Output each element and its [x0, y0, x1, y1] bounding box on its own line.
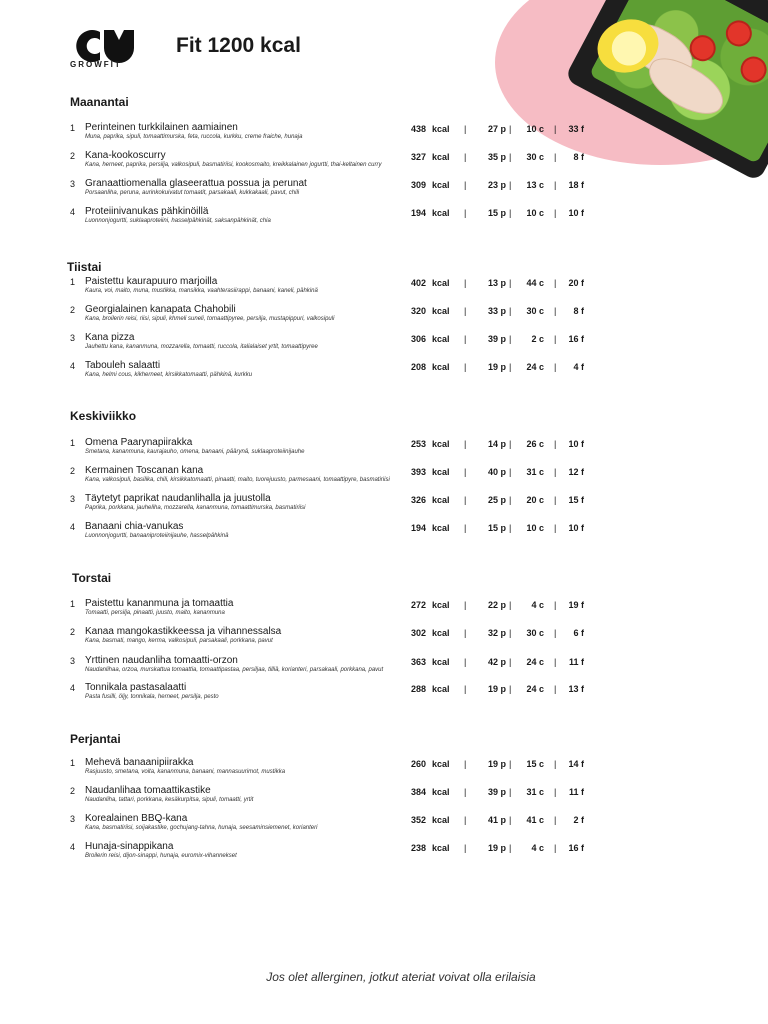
carbs-value: 31 c — [526, 787, 544, 797]
meal-row — [70, 123, 600, 147]
kcal-unit: kcal — [432, 467, 450, 477]
macro-separator: | — [554, 843, 557, 853]
meal-name: Omena Paarynapiirakka — [85, 437, 193, 448]
kcal-unit: kcal — [432, 152, 450, 162]
fat-value: 13 f — [568, 684, 584, 694]
protein-value: 15 p — [487, 523, 506, 533]
kcal-value: 238 — [410, 843, 426, 853]
meal-ingredients: Luonnonjogurtti, banaaniproteiinijauhe, hasselpähkinä — [85, 533, 229, 539]
macro-separator: | — [464, 334, 467, 344]
kcal-value: 194 — [410, 208, 426, 218]
macro-separator: | — [509, 278, 512, 288]
meal-ingredients: Kana, basmati, mango, kerma, valkosipuli, parsakaali, porkkana, pavut — [85, 638, 273, 644]
kcal-value: 309 — [410, 180, 426, 190]
fat-value: 4 f — [573, 362, 584, 372]
meal-number: 1 — [70, 123, 76, 133]
kcal-unit: kcal — [432, 684, 450, 694]
macro-separator: | — [509, 467, 512, 477]
macro-separator: | — [464, 657, 467, 667]
meal-number: 3 — [70, 494, 76, 504]
allergy-note-text: Jos olet allerginen, jotkut ateriat voivat olla erilaisia — [266, 970, 536, 984]
meal-ingredients: Kana, broilerin reisi, riisi, sipuli, khmeli suneli, tomaattipyree, persilja, mustapippuri, valkosipuli — [85, 316, 335, 322]
protein-value: 22 p — [487, 600, 506, 610]
kcal-value: 306 — [410, 334, 426, 344]
macro-separator: | — [509, 306, 512, 316]
meal-macros — [406, 628, 596, 640]
fat-value: 6 f — [573, 628, 584, 638]
meal-name: Kanaa mangokastikkeessa ja vihannessalsa — [85, 626, 282, 637]
protein-value: 15 p — [487, 208, 506, 218]
fat-value: 16 f — [568, 334, 584, 344]
meal-macros — [406, 124, 596, 136]
macro-separator: | — [464, 362, 467, 372]
fat-value: 12 f — [568, 467, 584, 477]
fat-value: 2 f — [573, 815, 584, 825]
macro-separator: | — [464, 439, 467, 449]
carbs-value: 24 c — [526, 362, 544, 372]
kcal-unit: kcal — [432, 787, 450, 797]
carbs-value: 13 c — [526, 180, 544, 190]
kcal-unit: kcal — [432, 628, 450, 638]
macro-separator: | — [509, 684, 512, 694]
kcal-value: 253 — [410, 439, 426, 449]
carbs-value: 10 c — [526, 208, 544, 218]
macro-separator: | — [554, 208, 557, 218]
macro-separator: | — [464, 278, 467, 288]
meal-ingredients: Pasta fusilli, öljy, tonnikala, herneet, persilja, pesto — [85, 694, 219, 700]
meal-name: Täytetyt paprikat naudanlihalla ja juustolla — [85, 493, 271, 504]
macro-separator: | — [554, 439, 557, 449]
macro-separator: | — [554, 124, 557, 134]
meal-ingredients: Naudanliha, tattari, porkkana, kesäkurpitsa, sipuli, tomaatti, yrtit — [85, 797, 254, 803]
meal-row — [70, 656, 600, 680]
macro-separator: | — [554, 759, 557, 769]
meal-name: Proteiinivanukas pähkinöillä — [85, 206, 209, 217]
protein-value: 32 p — [487, 628, 506, 638]
kcal-unit: kcal — [432, 208, 450, 218]
meal-row — [70, 683, 600, 707]
meal-macros — [406, 787, 596, 799]
meal-ingredients: Kana, valkosipuli, basilika, chili, kirsikkatomaatti, pinaatti, maito, tuorejuusto, parmesaani, tomaattipyre, basmatiriisi — [85, 477, 390, 483]
meal-macros — [406, 523, 596, 535]
macro-separator: | — [464, 180, 467, 190]
kcal-unit: kcal — [432, 657, 450, 667]
meal-row — [70, 758, 600, 782]
kcal-value: 363 — [410, 657, 426, 667]
fat-value: 20 f — [568, 278, 584, 288]
kcal-value: 352 — [410, 815, 426, 825]
kcal-value: 327 — [410, 152, 426, 162]
kcal-unit: kcal — [432, 495, 450, 505]
protein-value: 25 p — [487, 495, 506, 505]
meal-number: 3 — [70, 333, 76, 343]
macro-separator: | — [464, 152, 467, 162]
macro-separator: | — [554, 628, 557, 638]
fat-value: 16 f — [568, 843, 584, 853]
meal-macros — [406, 600, 596, 612]
meal-number: 3 — [70, 179, 76, 189]
meal-name: Kana pizza — [85, 332, 135, 343]
carbs-value: 30 c — [526, 306, 544, 316]
protein-value: 35 p — [487, 152, 506, 162]
meal-row — [70, 277, 600, 301]
meal-number: 4 — [70, 522, 76, 532]
meal-number: 1 — [70, 277, 76, 287]
kcal-unit: kcal — [432, 815, 450, 825]
kcal-value: 302 — [410, 628, 426, 638]
allergy-note — [0, 970, 768, 984]
meal-ingredients: Smetana, kananmuna, kaurajauho, omena, banaani, päärynä, suklaaproteiinijauhe — [85, 449, 305, 455]
meal-macros — [406, 657, 596, 669]
day-heading: Keskiviikko — [70, 409, 137, 423]
macro-separator: | — [554, 787, 557, 797]
protein-value: 39 p — [487, 787, 506, 797]
meal-name: Tonnikala pastasalaatti — [85, 682, 187, 693]
fat-value: 33 f — [568, 124, 584, 134]
meal-ingredients: Muna, paprika, sipuli, tomaattimurska, feta, ruccola, kurkku, creme fraiche, hunaja — [85, 134, 303, 140]
meal-row — [70, 207, 600, 231]
meal-name: Yrttinen naudanliha tomaatti-orzon — [85, 655, 238, 666]
carbs-value: 30 c — [526, 628, 544, 638]
meal-name: Paistettu kaurapuuro marjoilla — [85, 276, 218, 287]
macro-separator: | — [509, 362, 512, 372]
meal-number: 3 — [70, 814, 76, 824]
macro-separator: | — [509, 124, 512, 134]
kcal-value: 194 — [410, 523, 426, 533]
meal-name: Naudanlihaa tomaattikastike — [85, 785, 211, 796]
macro-separator: | — [464, 208, 467, 218]
meal-macros — [406, 684, 596, 696]
meal-macros — [406, 152, 596, 164]
macro-separator: | — [464, 306, 467, 316]
meal-row — [70, 179, 600, 203]
fat-value: 10 f — [568, 439, 584, 449]
meal-row — [70, 522, 600, 546]
macro-separator: | — [554, 362, 557, 372]
protein-value: 19 p — [487, 362, 506, 372]
meal-macros — [406, 467, 596, 479]
carbs-value: 31 c — [526, 467, 544, 477]
macro-separator: | — [554, 467, 557, 477]
meal-name: Kermainen Toscanan kana — [85, 465, 204, 476]
fat-value: 18 f — [568, 180, 584, 190]
macro-separator: | — [554, 600, 557, 610]
kcal-unit: kcal — [432, 334, 450, 344]
kcal-value: 384 — [410, 787, 426, 797]
carbs-value: 44 c — [526, 278, 544, 288]
brand-name: GROWFIT — [70, 60, 122, 69]
meal-ingredients: Kana, basmatiriisi, soijakastike, gochujang-tahna, hunaja, seesaminsiemenet, korianteri — [85, 825, 318, 831]
protein-value: 27 p — [487, 124, 506, 134]
macro-separator: | — [464, 600, 467, 610]
protein-value: 39 p — [487, 334, 506, 344]
meal-row — [70, 305, 600, 329]
macro-separator: | — [464, 124, 467, 134]
kcal-value: 320 — [410, 306, 426, 316]
meal-row — [70, 333, 600, 357]
carbs-value: 15 c — [526, 759, 544, 769]
meal-ingredients: Luonnonjogurtti, suklaaproteiini, hasselpähkinät, saksanpähkinät, chia — [85, 218, 271, 224]
macro-separator: | — [554, 334, 557, 344]
macro-separator: | — [509, 759, 512, 769]
protein-value: 13 p — [487, 278, 506, 288]
meal-name: Paistettu kananmuna ja tomaattia — [85, 598, 234, 609]
meal-row — [70, 599, 600, 623]
meal-number: 2 — [70, 786, 76, 796]
macro-separator: | — [464, 628, 467, 638]
kcal-value: 402 — [410, 278, 426, 288]
meal-macros — [406, 278, 596, 290]
macro-separator: | — [554, 495, 557, 505]
macro-separator: | — [554, 523, 557, 533]
meal-name: Georgialainen kanapata Chahobili — [85, 304, 236, 315]
meal-ingredients: Porsaanliha, peruna, aurinkokuivatut tomaatit, parsakaali, kukkakaali, pavut, chili — [85, 190, 300, 196]
meal-row — [70, 494, 600, 518]
meal-name: Mehevä banaanipiirakka — [85, 757, 194, 768]
meal-name: Tabouleh salaatti — [85, 360, 161, 371]
fat-value: 15 f — [568, 495, 584, 505]
meal-number: 4 — [70, 207, 76, 217]
macro-separator: | — [554, 180, 557, 190]
macro-separator: | — [509, 657, 512, 667]
meal-ingredients: Broilerin reisi, dijon-sinappi, hunaja, euromix-vihannekset — [85, 853, 237, 859]
meal-macros — [406, 759, 596, 771]
fat-value: 19 f — [568, 600, 584, 610]
carbs-value: 41 c — [526, 815, 544, 825]
macro-separator: | — [464, 523, 467, 533]
fat-value: 8 f — [573, 152, 584, 162]
meal-macros — [406, 306, 596, 318]
macro-separator: | — [509, 439, 512, 449]
kcal-unit: kcal — [432, 843, 450, 853]
meal-ingredients: Kana, helmi cous, kikherneet, kirsikkatomaatti, pähkinä, kurkku — [85, 372, 253, 378]
day-heading: Tiistai — [67, 260, 102, 274]
carbs-value: 10 c — [526, 124, 544, 134]
fat-value: 14 f — [568, 759, 584, 769]
kcal-unit: kcal — [432, 523, 450, 533]
meal-ingredients: Jauhettu kana, kananmuna, mozzarella, tomaatti, ruccola, italialaiset yrtit, tomaattipyree — [85, 344, 318, 350]
meal-macros — [406, 362, 596, 374]
kcal-value: 393 — [410, 467, 426, 477]
meal-number: 3 — [70, 656, 76, 666]
macro-separator: | — [509, 787, 512, 797]
carbs-value: 4 c — [531, 843, 544, 853]
macro-separator: | — [509, 334, 512, 344]
meal-number: 1 — [70, 599, 76, 609]
macro-separator: | — [509, 815, 512, 825]
meal-name: Banaani chia-vanukas — [85, 521, 184, 532]
meal-name: Kana-kookoscurry — [85, 150, 166, 161]
macro-separator: | — [554, 684, 557, 694]
page-title: Fit 1200 kcal — [176, 34, 301, 57]
meal-row — [70, 627, 600, 651]
protein-value: 19 p — [487, 759, 506, 769]
meal-name: Korealainen BBQ-kana — [85, 813, 188, 824]
kcal-unit: kcal — [432, 306, 450, 316]
macro-separator: | — [464, 759, 467, 769]
fat-value: 10 f — [568, 208, 584, 218]
meal-macros — [406, 334, 596, 346]
kcal-unit: kcal — [432, 124, 450, 134]
meal-ingredients: Paprika, porkkana, jauheliha, mozzarella, kananmuna, tomaattimurska, basmatiriisi — [85, 505, 306, 511]
macro-separator: | — [554, 815, 557, 825]
macro-separator: | — [509, 843, 512, 853]
macro-separator: | — [464, 684, 467, 694]
carbs-value: 24 c — [526, 657, 544, 667]
meal-number: 4 — [70, 361, 76, 371]
macro-separator: | — [464, 467, 467, 477]
protein-value: 23 p — [487, 180, 506, 190]
meal-row — [70, 438, 600, 462]
meal-row — [70, 786, 600, 810]
fat-value: 11 f — [568, 787, 584, 797]
carbs-value: 30 c — [526, 152, 544, 162]
kcal-unit: kcal — [432, 362, 450, 372]
macro-separator: | — [509, 208, 512, 218]
meal-macros — [406, 180, 596, 192]
macro-separator: | — [464, 787, 467, 797]
carbs-value: 10 c — [526, 523, 544, 533]
meal-number: 2 — [70, 151, 76, 161]
day-heading: Maanantai — [70, 95, 129, 109]
carbs-value: 20 c — [526, 495, 544, 505]
meal-number: 2 — [70, 466, 76, 476]
meal-name: Hunaja-sinappikana — [85, 841, 174, 852]
meal-ingredients: Kaura, voi, maito, muna, mustikka, mansikka, vaahterasiirappi, banaani, kaneli, pähkinä — [85, 288, 318, 294]
protein-value: 19 p — [487, 843, 506, 853]
meal-number: 2 — [70, 305, 76, 315]
carbs-value: 4 c — [531, 600, 544, 610]
meal-macros — [406, 495, 596, 507]
meal-ingredients: Kana, herneet, paprika, persilja, valkosipuli, basmatiriisi, kookosmaito, kreikkalainen jogurtti, thai-keltainen curry — [85, 162, 382, 168]
meal-row — [70, 151, 600, 175]
macro-separator: | — [554, 278, 557, 288]
macro-separator: | — [464, 815, 467, 825]
meal-ingredients: Tomaatti, persilja, pinaatti, juusto, maito, kananmuna — [85, 610, 225, 616]
fat-value: 10 f — [568, 523, 584, 533]
meal-macros — [406, 439, 596, 451]
meal-number: 4 — [70, 842, 76, 852]
meal-macros — [406, 843, 596, 855]
macro-separator: | — [509, 495, 512, 505]
kcal-value: 326 — [410, 495, 426, 505]
meal-name: Granaattiomenalla glaseerattua possua ja perunat — [85, 178, 307, 189]
kcal-unit: kcal — [432, 278, 450, 288]
meal-number: 2 — [70, 627, 76, 637]
macro-separator: | — [464, 495, 467, 505]
macro-separator: | — [554, 657, 557, 667]
meal-name: Perinteinen turkkilainen aamiainen — [85, 122, 238, 133]
meal-ingredients: Naudanlihaa, orzoa, murskattua tomaattia, tomaattipastaa, persiljaa, tilliä, korianteri, parsakaali, porkkana, pavut — [85, 667, 384, 673]
macro-separator: | — [509, 628, 512, 638]
protein-value: 40 p — [487, 467, 506, 477]
protein-value: 14 p — [487, 439, 506, 449]
macro-separator: | — [464, 843, 467, 853]
macro-separator: | — [554, 306, 557, 316]
carbs-value: 26 c — [526, 439, 544, 449]
kcal-unit: kcal — [432, 439, 450, 449]
protein-value: 41 p — [487, 815, 506, 825]
day-heading: Perjantai — [70, 732, 121, 746]
meal-row — [70, 361, 600, 385]
meal-macros — [406, 208, 596, 220]
kcal-unit: kcal — [432, 759, 450, 769]
fat-value: 8 f — [573, 306, 584, 316]
macro-separator: | — [509, 523, 512, 533]
meal-macros — [406, 815, 596, 827]
meal-row — [70, 842, 600, 866]
meal-number: 1 — [70, 758, 76, 768]
fat-value: 11 f — [568, 657, 584, 667]
macro-separator: | — [509, 600, 512, 610]
kcal-value: 288 — [410, 684, 426, 694]
meal-row — [70, 814, 600, 838]
protein-value: 42 p — [487, 657, 506, 667]
macro-separator: | — [554, 152, 557, 162]
meal-ingredients: Rasjuusto, smetana, voita, kananmuna, banaani, mannasuurimot, mustikka — [85, 769, 286, 775]
meal-number: 4 — [70, 683, 76, 693]
macro-separator: | — [509, 152, 512, 162]
protein-value: 33 p — [487, 306, 506, 316]
meal-number: 1 — [70, 438, 76, 448]
kcal-value: 272 — [410, 600, 426, 610]
kcal-value: 438 — [410, 124, 426, 134]
kcal-value: 208 — [410, 362, 426, 372]
carbs-value: 2 c — [531, 334, 544, 344]
kcal-unit: kcal — [432, 600, 450, 610]
meal-row — [70, 466, 600, 490]
macro-separator: | — [509, 180, 512, 190]
carbs-value: 24 c — [526, 684, 544, 694]
kcal-value: 260 — [410, 759, 426, 769]
protein-value: 19 p — [487, 684, 506, 694]
day-heading: Torstai — [72, 571, 112, 585]
kcal-unit: kcal — [432, 180, 450, 190]
